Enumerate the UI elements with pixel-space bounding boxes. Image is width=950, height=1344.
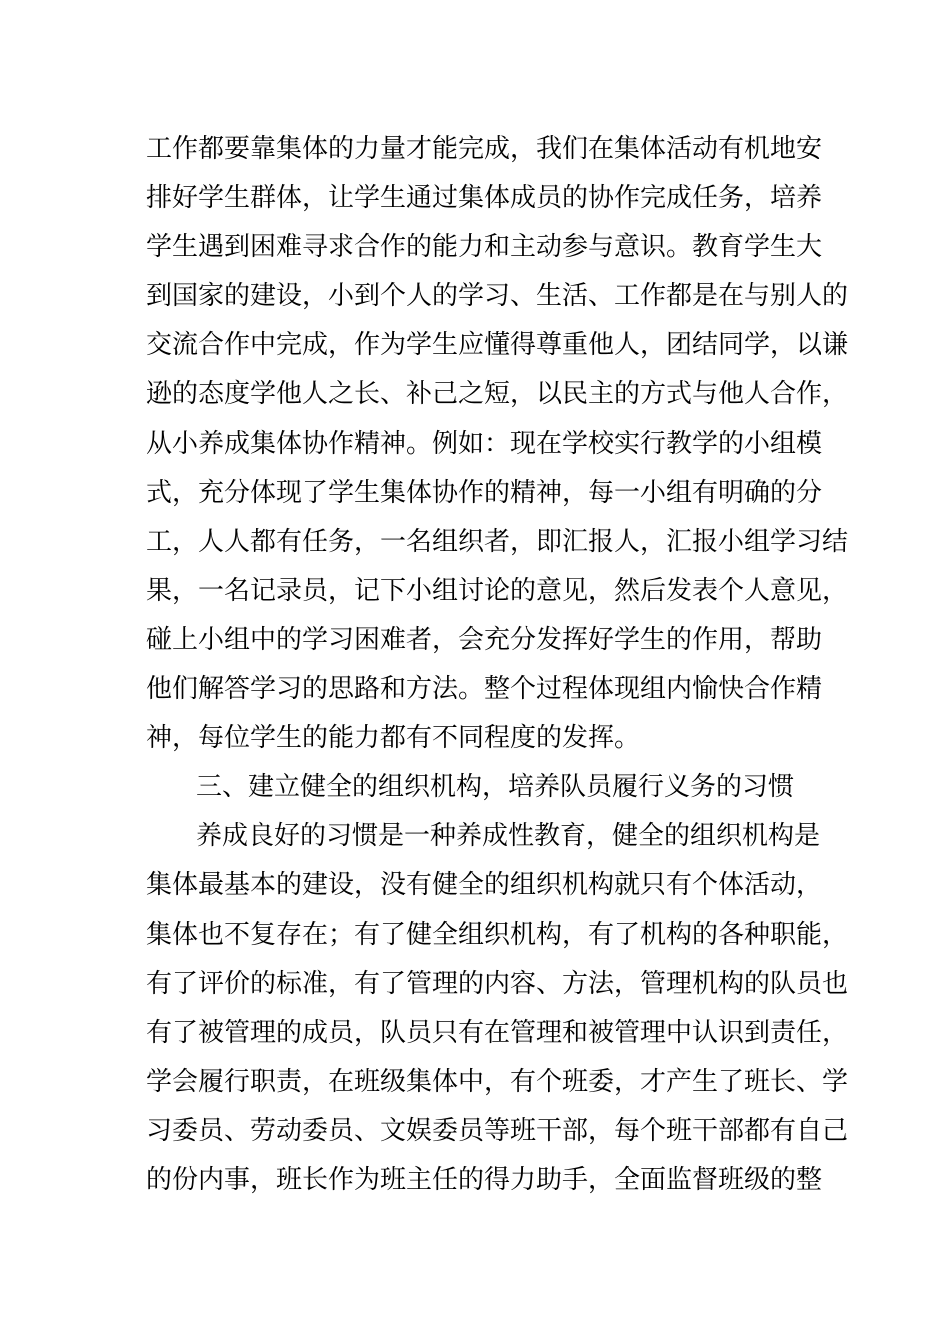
text-line: 碰上小组中的学习困难者，会充分发挥好学生的作用，帮助 — [146, 624, 823, 655]
text-line: 从小养成集体协作精神。例如：现在学校实行教学的小组模 — [146, 428, 823, 459]
text-line: 的份内事，班长作为班主任的得力助手，全面监督班级的整 — [146, 1164, 823, 1195]
text-line: 工，人人都有任务，一名组织者，即汇报人，汇报小组学习结 — [146, 526, 849, 557]
text-line: 神，每位学生的能力都有不同程度的发挥。 — [146, 723, 641, 754]
text-line: 排好学生群体，让学生通过集体成员的协作完成任务，培养 — [146, 183, 823, 214]
text-line: 到国家的建设，小到个人的学习、生活、工作都是在与别人的 — [146, 281, 849, 312]
text-line: 有了被管理的成员，队员只有在管理和被管理中认识到责任， — [146, 1017, 849, 1048]
text-line: 式，充分体现了学生集体协作的精神，每一小组有明确的分 — [146, 477, 823, 508]
text-line: 有了评价的标准，有了管理的内容、方法，管理机构的队员也 — [146, 968, 849, 999]
text-line: 集体最基本的建设，没有健全的组织机构就只有个体活动， — [146, 870, 823, 901]
text-line: 逊的态度学他人之长、补己之短，以民主的方式与他人合作， — [146, 379, 849, 410]
text-line: 果，一名记录员，记下小组讨论的意见，然后发表个人意见， — [146, 575, 849, 606]
text-line: 交流合作中完成，作为学生应懂得尊重他人，团结同学，以谦 — [146, 330, 849, 361]
section-heading: 三、建立健全的组织机构，培养队员履行义务的习惯 — [196, 772, 795, 803]
text-line: 集体也不复存在；有了健全组织机构，有了机构的各种职能， — [146, 919, 849, 950]
body-text — [146, 125, 849, 1205]
text-line: 学生遇到困难寻求合作的能力和主动参与意识。教育学生大 — [146, 232, 823, 263]
text-line: 学会履行职责，在班级集体中，有个班委，才产生了班长、学 — [146, 1066, 849, 1097]
text-line: 他们解答学习的思路和方法。整个过程体现组内愉快合作精 — [146, 674, 823, 705]
text-line: 工作都要靠集体的力量才能完成，我们在集体活动有机地安 — [146, 134, 823, 164]
text-line: 养成良好的习惯是一种养成性教育，健全的组织机构是 — [196, 821, 821, 852]
text-line: 习委员、劳动委员、文娱委员等班干部，每个班干部都有自己 — [146, 1115, 849, 1146]
